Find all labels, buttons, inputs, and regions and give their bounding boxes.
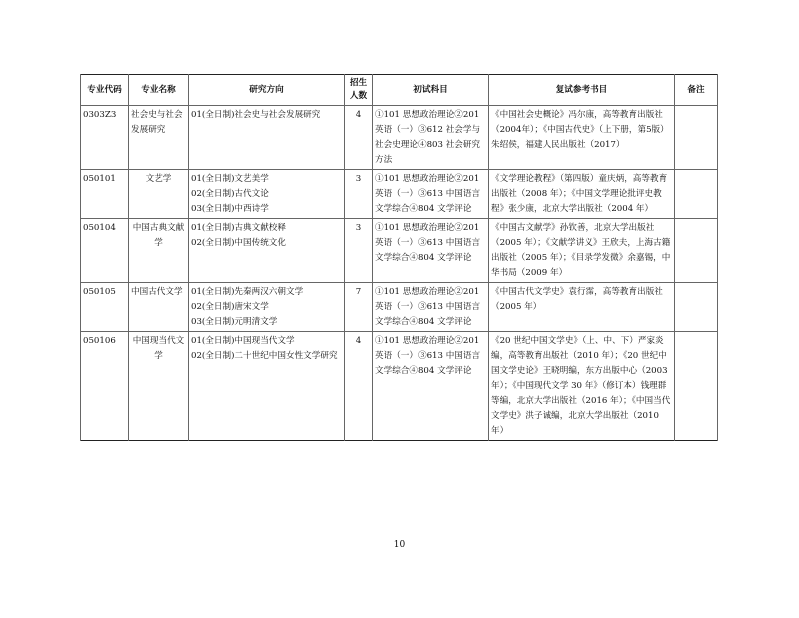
cell-exam: ①101 思想政治理论②201英语（一）③613 中国语言文学综合④804 文学评论: [373, 283, 489, 332]
cell-code: 050105: [81, 283, 129, 332]
cell-enroll: 3: [345, 219, 373, 283]
direction-item: 03(全日制)元明清文学: [191, 317, 278, 327]
header-name: 专业名称: [129, 75, 189, 106]
cell-enroll: 4: [345, 106, 373, 170]
header-exam: 初试科目: [373, 75, 489, 106]
cell-name: 中国古代文学: [129, 283, 189, 332]
cell-note: [675, 283, 718, 332]
cell-enroll: 4: [345, 332, 373, 441]
direction-item: 02(全日制)二十世纪中国女性文学研究: [191, 351, 338, 361]
cell-code: 050104: [81, 219, 129, 283]
header-books: 复试参考书目: [489, 75, 675, 106]
cell-directions: [189, 283, 345, 332]
cell-books: 《20 世纪中国文学史》（上、中、下）严家炎编，高等教育出版社（2010 年）；《20 世纪中国文学史论》王晓明编，东方出版中心（2003 年）；《中国现代文学 30 年》（修订本）钱理群等编，北京大学出版社（2016 年）；《中国当代文学史》洪子诚编，北京大学出版社（2010 年）: [489, 332, 675, 441]
cell-code: 050101: [81, 170, 129, 219]
header-enroll-line2: 人数: [349, 91, 368, 101]
cell-enroll: 7: [345, 283, 373, 332]
cell-directions: [189, 332, 345, 441]
cell-books: 《文学理论教程》（第四版）童庆炳，高等教育出版社（2008 年）；《中国文学理论批评史教程》张少康，北京大学出版社（2004 年）: [489, 170, 675, 219]
table-row: [81, 106, 718, 170]
header-enroll-line1: 招生: [349, 78, 368, 88]
cell-code: 050106: [81, 332, 129, 441]
cell-name: 中国现当代文学: [129, 332, 189, 441]
cell-books: 《中国古文献学》孙钦善，北京大学出版社（2005 年）；《文献学讲义》王欣夫，上海古籍出版社（2005 年）；《目录学发微》余嘉锡，中华书局（2009 年）: [489, 219, 675, 283]
direction-item: 01(全日制)文艺美学: [191, 174, 269, 184]
direction-item: 02(全日制)古代文论: [191, 189, 269, 199]
cell-directions: [189, 170, 345, 219]
cell-name: 社会史与社会发展研究: [129, 106, 189, 170]
cell-exam: ①101 思想政治理论②201英语（一）③613 中国语言文学综合④804 文学评论: [373, 332, 489, 441]
cell-code: 0303Z3: [81, 106, 129, 170]
cell-directions: [189, 106, 345, 170]
table-row: [81, 332, 718, 441]
admissions-table: [80, 74, 718, 441]
header-enroll: [345, 75, 373, 106]
header-direction: 研究方向: [189, 75, 345, 106]
cell-directions: [189, 219, 345, 283]
direction-item: 01(全日制)先秦两汉六朝文学: [191, 287, 304, 297]
cell-exam: ①101 思想政治理论②201英语（一）③612 社会学与社会史理论④803 社会研究方法: [373, 106, 489, 170]
table-row: [81, 283, 718, 332]
header-code: 专业代码: [81, 75, 129, 106]
header-note: 备注: [675, 75, 718, 106]
cell-exam: ①101 思想政治理论②201英语（一）③613 中国语言文学综合④804 文学评论: [373, 219, 489, 283]
cell-note: [675, 106, 718, 170]
cell-note: [675, 219, 718, 283]
cell-note: [675, 170, 718, 219]
direction-item: 01(全日制)古典文献校释: [191, 223, 286, 233]
cell-books: 《中国古代文学史》袁行霈，高等教育出版社（2005 年）: [489, 283, 675, 332]
direction-item: 01(全日制)社会史与社会发展研究: [191, 110, 321, 120]
page-number: 10: [393, 540, 406, 550]
cell-exam: ①101 思想政治理论②201英语（一）③613 中国语言文学综合④804 文学评论: [373, 170, 489, 219]
direction-item: 02(全日制)中国传统文化: [191, 238, 286, 248]
cell-note: [675, 332, 718, 441]
cell-name: 文艺学: [129, 170, 189, 219]
table-header-row: [81, 75, 718, 106]
cell-name: 中国古典文献学: [129, 219, 189, 283]
table-row: [81, 170, 718, 219]
direction-item: 02(全日制)唐宋文学: [191, 302, 269, 312]
table-row: [81, 219, 718, 283]
cell-books: 《中国社会史概论》冯尔康，高等教育出版社（2004年）；《中国古代史》（上下册，第5版）朱绍侯，福建人民出版社（2017）: [489, 106, 675, 170]
direction-item: 01(全日制)中国现当代文学: [191, 336, 295, 346]
cell-enroll: 3: [345, 170, 373, 219]
direction-item: 03(全日制)中西诗学: [191, 204, 269, 214]
